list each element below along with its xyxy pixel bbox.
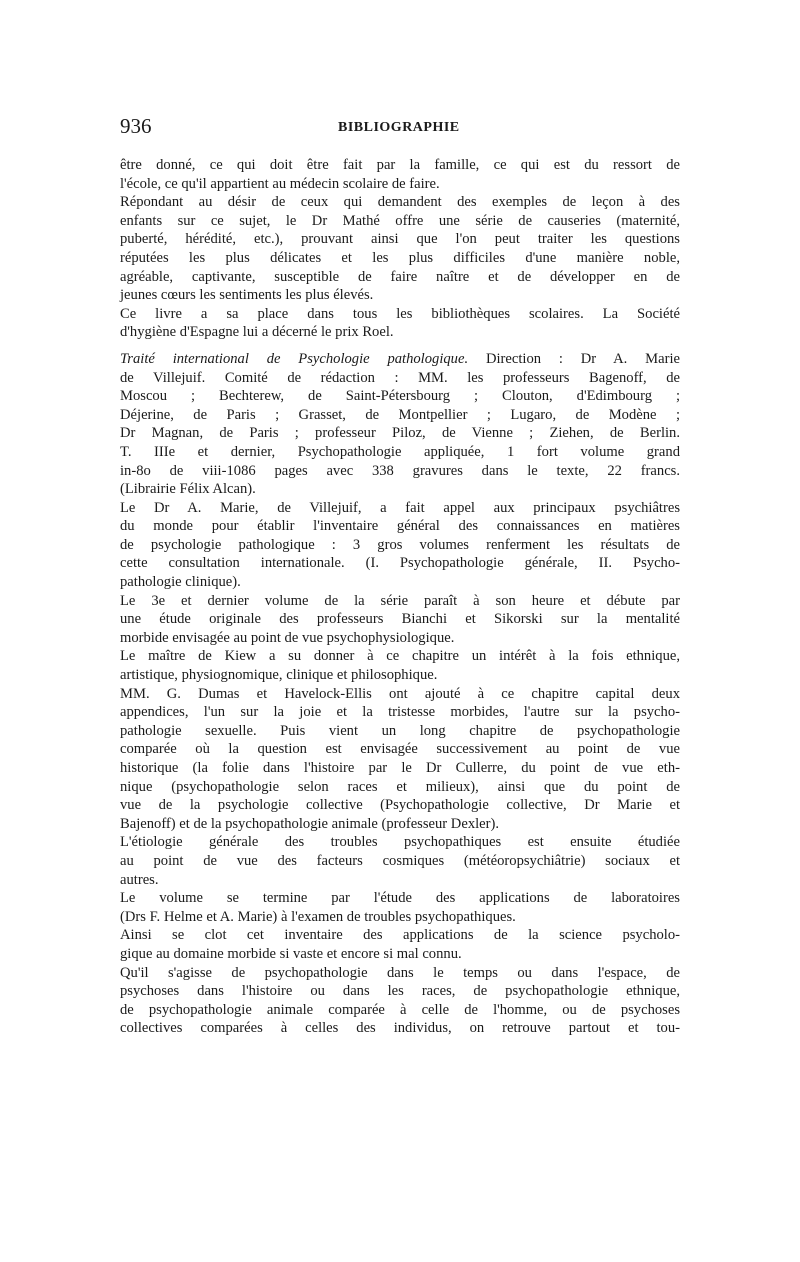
text-line: MM. G. Dumas et Havelock-Ellis ont ajouté à ce chapitre capital deux — [120, 685, 680, 702]
text-line: nique (psychopathologie selon races et milieux), ainsi que du point de — [120, 778, 680, 795]
text-line: Le volume se termine par l'étude des applications de laboratoires — [120, 890, 680, 907]
text-line: (Librairie Félix Alcan). — [120, 481, 256, 498]
text-line: Qu'il s'agisse de psychopathologie dans le temps ou dans l'espace, de — [120, 964, 680, 981]
running-head: BIBLIOGRAPHIE — [338, 120, 460, 135]
text-line: Le 3e et dernier volume de la série paraît à son heure et débute par — [120, 592, 680, 609]
text-line: Répondant au désir de ceux qui demandent des exemples de leçon à des — [120, 194, 680, 211]
text-line: Bajenoff) et de la psychopathologie animale (professeur Dexler). — [120, 815, 500, 832]
page-body — [120, 156, 680, 1038]
text-line: de Villejuif. Comité de rédaction : MM. les professeurs Bagenoff, de — [120, 369, 680, 386]
text-line: réputées les plus délicates et les plus difficiles d'une manière noble, — [120, 249, 680, 266]
text-line: une étude originale des professeurs Bianchi et Sikorski sur la mentalité — [120, 611, 680, 628]
text-line: Déjerine, de Paris ; Grasset, de Montpellier ; Lugaro, de Modène ; — [120, 406, 680, 423]
text-line: au point de vue des facteurs cosmiques (météoropsychiâtrie) sociaux et — [120, 852, 680, 869]
text-line: collectives comparées à celles des individus, on retrouve partout et tou- — [120, 1020, 680, 1037]
text-line: psychoses dans l'histoire ou dans les races, de psychopathologie ethnique, — [120, 983, 680, 1000]
entry-title: Traité international de Psychologie pathologique. — [120, 350, 469, 367]
text-line: (Drs F. Helme et A. Marie) à l'examen de troubles psychopathiques. — [120, 908, 516, 925]
text-line: morbide envisagée au point de vue psychophysiologique. — [120, 629, 455, 646]
text-line: puberté, hérédité, etc.), prouvant ainsi que l'on peut traiter les questions — [120, 231, 680, 248]
text-line: T. IIIe et dernier, Psychopathologie appliquée, 1 fort volume grand — [120, 443, 680, 460]
page-header — [120, 114, 680, 144]
text-line: Le maître de Kiew a su donner à ce chapitre un intérêt à la fois ethnique, — [120, 648, 680, 665]
text-line: in-8o de viii-1086 pages avec 338 gravures dans le texte, 22 francs. — [120, 462, 680, 479]
text-line: cette consultation internationale. (I. Psychopathologie générale, II. Psycho- — [120, 555, 680, 572]
text-line: comparée où la question est envisagée successivement au point de vue — [120, 741, 680, 758]
text-line: artistique, physiognomique, clinique et philosophique. — [120, 667, 438, 684]
text-line: de psychopathologie animale comparée à celle de l'homme, ou de psychoses — [120, 1001, 680, 1018]
text-line: jeunes cœurs les sentiments les plus élevés. — [120, 287, 374, 304]
text-line: Ce livre a sa place dans tous les bibliothèques scolaires. La Société — [120, 305, 680, 322]
text-line: enfants sur ce sujet, le Dr Mathé offre une série de causeries (maternité, — [120, 212, 680, 229]
text-line: L'étiologie générale des troubles psychopathiques est ensuite étudiée — [120, 834, 680, 851]
text-line: être donné, ce qui doit être fait par la famille, ce qui est du ressort de — [120, 157, 680, 173]
text-line: pathologie sexuelle. Puis vient un long chapitre de psychopathologie — [120, 722, 680, 739]
text-line: gique au domaine morbide si vaste et encore si mal connu. — [120, 945, 462, 962]
text-line: pathologie clinique). — [120, 574, 241, 591]
text-line: Ainsi se clot cet inventaire des applications de la science psycholo- — [120, 927, 680, 944]
text-line: du monde pour établir l'inventaire général des connaissances en matières — [120, 518, 680, 535]
text-line: Le Dr A. Marie, de Villejuif, a fait appel aux principaux psychiâtres — [120, 499, 680, 516]
text-line: Moscou ; Bechterew, de Saint-Pétersbourg ; Clouton, d'Edimbourg ; — [120, 388, 680, 405]
text-line: d'hygiène d'Espagne lui a décerné le prix Roel. — [120, 324, 394, 341]
text-line: l'école, ce qu'il appartient au médecin scolaire de faire. — [120, 175, 440, 192]
text-line: vue de la psychologie collective (Psychopathologie collective, Dr Marie et — [120, 797, 680, 814]
text-line: Dr Magnan, de Paris ; professeur Piloz, de Vienne ; Ziehen, de Berlin. — [120, 425, 680, 442]
text-line: agréable, captivante, susceptible de faire naître et de développer en de — [120, 268, 680, 285]
entry-heading-line — [120, 350, 680, 369]
page-number: 936 — [120, 114, 152, 138]
text-line: autres. — [120, 871, 159, 888]
text-line: appendices, l'un sur la joie et la tristesse morbides, l'autre sur la psycho- — [120, 704, 680, 721]
text-line: de psychologie pathologique : 3 gros volumes renferment les résultats de — [120, 536, 680, 553]
text-line-fragment: Direction : Dr A. Marie — [485, 350, 680, 367]
text-line: historique (la folie dans l'histoire par le Dr Cullerre, du point de vue eth- — [120, 760, 680, 776]
